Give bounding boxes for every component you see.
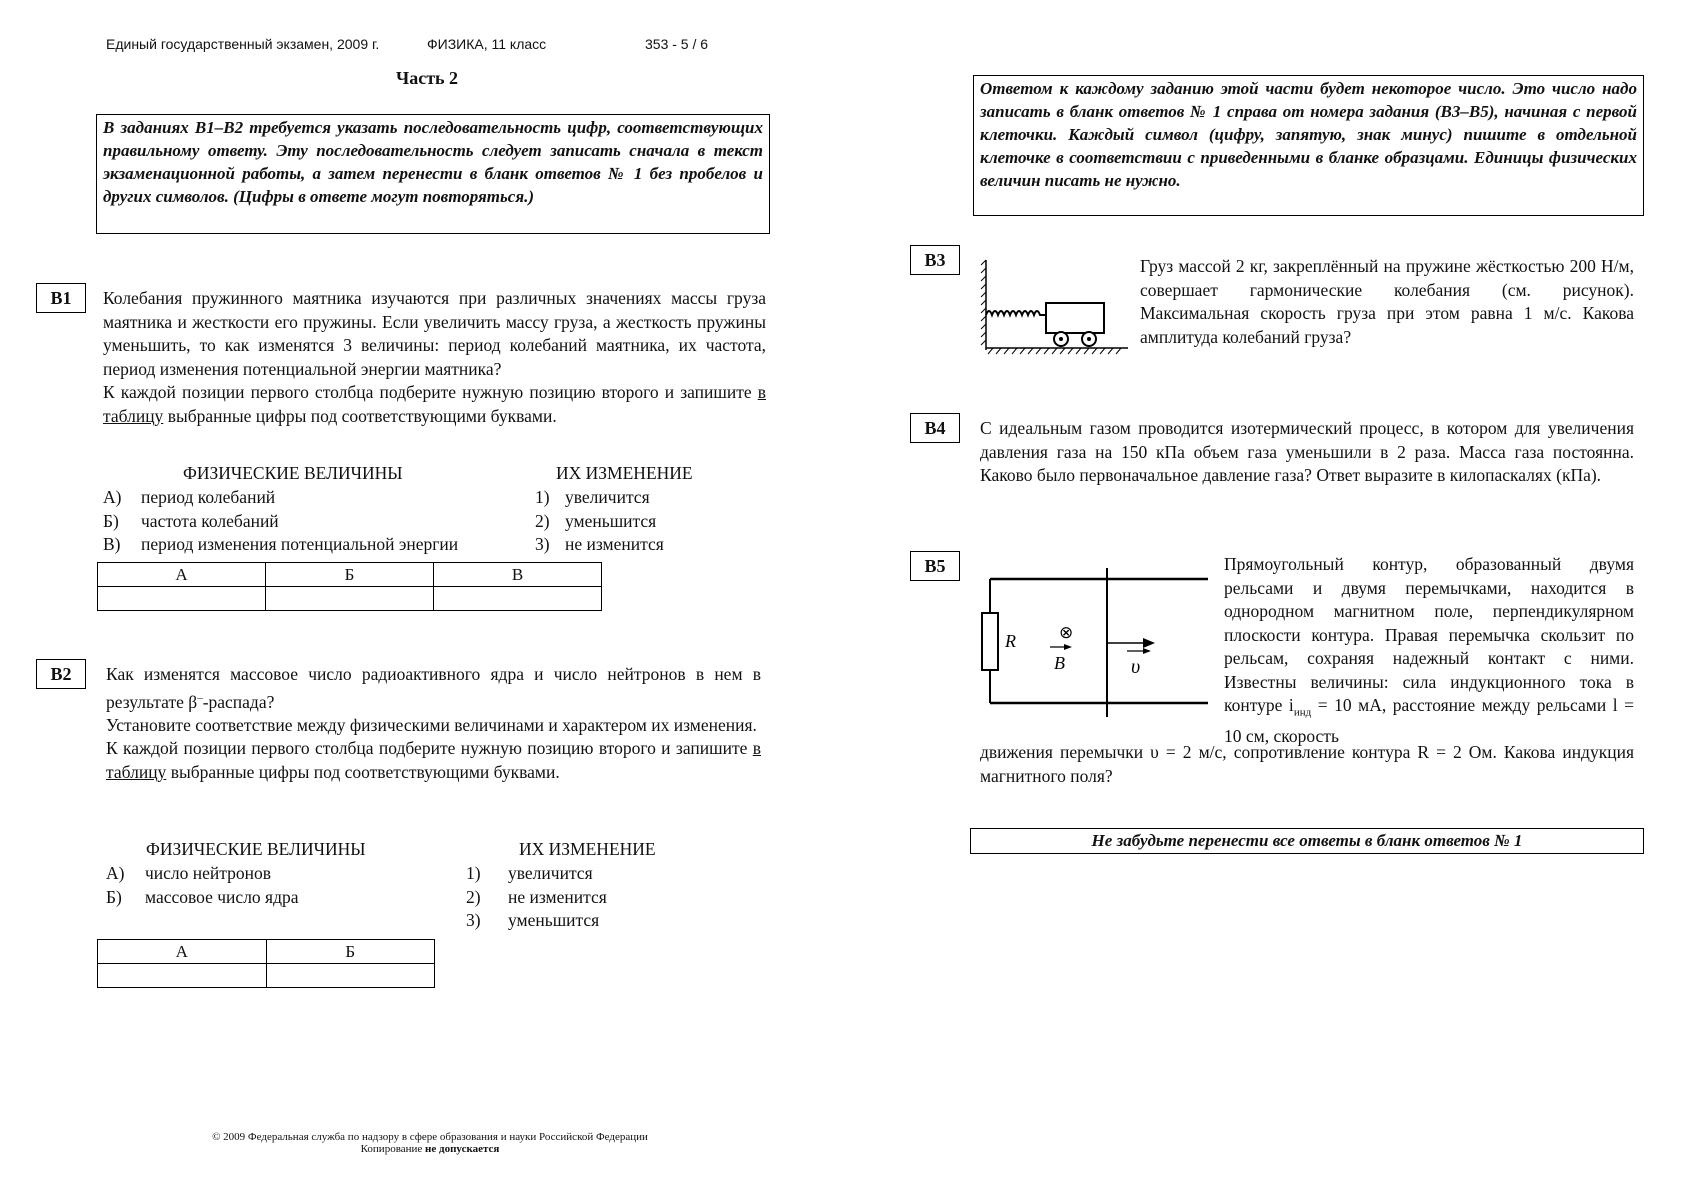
b1-answer-table bbox=[97, 562, 602, 611]
item-text: не изменится bbox=[565, 534, 664, 554]
item-text: уменьшится bbox=[565, 510, 657, 531]
b2-col-right-header: ИХ ИЗМЕНЕНИЕ bbox=[519, 839, 656, 859]
b1-paragraph1: Колебания пружинного маятника изучаются при различных значениях массы груза маятника и жесткости его пружины. Если увеличить массу груза, а жесткость пружины уменьшить, то как изменятся 3 величины: период колебаний маятника, их частота, период изменения потенциальной энергии маятника? bbox=[103, 288, 766, 379]
spring-pendulum-figure bbox=[980, 255, 1130, 355]
b2-q-after: -распада? bbox=[202, 691, 275, 712]
resistor-icon bbox=[982, 613, 998, 670]
list-item bbox=[103, 510, 458, 534]
label-v: υ bbox=[1131, 656, 1141, 678]
item-text: период изменения потенциальной энергии bbox=[141, 534, 459, 554]
answer-cell-a[interactable] bbox=[98, 964, 267, 988]
label-R: R bbox=[1005, 631, 1016, 651]
b1-table-link: в таблицу bbox=[103, 382, 766, 426]
b1-question bbox=[103, 287, 766, 428]
footer-copyright: © 2009 Федеральная служба по надзору в сфере образования и науки Российской Федерации bbox=[212, 1131, 648, 1143]
b2-table-link: в таблицу bbox=[106, 738, 761, 782]
b1-p2-after: выбранные цифры под соответствующими буквами. bbox=[163, 405, 557, 426]
b5-question-bottom: движения перемычки υ = 2 м/с, сопротивление контура R = 2 Ом. Какова индукция магнитного поля? bbox=[980, 742, 1634, 786]
b2-left-list bbox=[106, 862, 299, 909]
instruction-b1-b2: В заданиях В1–В2 требуется указать последовательность цифр, соответствующих правильному ответу. Эту последовательность следует записать сначала в текст экзаменационной работы, а затем перенести в бланк ответов № 1 без пробелов и других символов. (Цифры в ответе могут повторяться.) bbox=[96, 114, 770, 234]
item-text: массовое число ядра bbox=[145, 886, 299, 907]
b5-text-mid: = 10 мА, расстояние между рельсами l = 10 см, скорость bbox=[1224, 695, 1634, 746]
task-tag-b1: В1 bbox=[36, 283, 86, 313]
table-header-v: В bbox=[433, 563, 601, 587]
b5-text-top bbox=[1224, 553, 1634, 749]
field-into-page-icon: ⊗ bbox=[1059, 623, 1074, 643]
footer bbox=[150, 1131, 710, 1155]
b1-paragraph2 bbox=[103, 381, 766, 428]
item-num: 2) bbox=[466, 886, 481, 907]
b2-p3-before: К каждой позиции первого столбца подберите нужную позицию второго и запишите bbox=[106, 738, 753, 759]
header-exam: Единый государственный экзамен, 2009 г. bbox=[106, 36, 380, 52]
footer-copy-before: Копирование bbox=[360, 1143, 426, 1155]
task-tag-b5: В5 bbox=[910, 551, 960, 581]
answer-cell-b[interactable] bbox=[266, 587, 434, 611]
table-header-a: А bbox=[98, 940, 267, 964]
task-tag-b3: В3 bbox=[910, 245, 960, 275]
item-text: уменьшится bbox=[508, 910, 600, 930]
b2-question bbox=[106, 663, 761, 784]
footer-copy-bold: не допускается bbox=[425, 1143, 500, 1155]
item-num: 1) bbox=[535, 487, 550, 507]
footer-copy-note bbox=[150, 1143, 710, 1155]
table-header-b: Б bbox=[266, 563, 434, 587]
item-letter: В) bbox=[103, 534, 121, 554]
header-page: 353 - 5 / 6 bbox=[645, 36, 709, 52]
b2-paragraph1 bbox=[106, 663, 761, 714]
item-text: увеличится bbox=[508, 863, 593, 883]
list-item bbox=[466, 886, 607, 910]
label-B: B bbox=[1054, 653, 1065, 673]
list-item bbox=[106, 886, 299, 910]
list-item bbox=[535, 486, 664, 510]
b5-text-before: Прямоугольный контур, образованный двумя рельсами и двумя перемычками, находится в однородном магнитном поле, перпендикулярном плоскости контура. Правая перемычка скользит по рельсам, сохраняя надежный контакт с ними. Известны величины: сила индукционного тока в контуре i bbox=[1224, 554, 1634, 715]
b1-p2-before: К каждой позиции первого столбца подберите нужную позицию второго и запишите bbox=[103, 382, 758, 402]
b1-col-left-header: ФИЗИЧЕСКИЕ ВЕЛИЧИНЫ bbox=[183, 463, 403, 483]
header-subject: ФИЗИКА, 11 класс bbox=[427, 36, 547, 52]
b2-paragraph2: Установите соответствие между физическими величинами и характером их изменения. bbox=[106, 714, 757, 735]
b1-left-list bbox=[103, 486, 458, 557]
b1-col-right-header: ИХ ИЗМЕНЕНИЕ bbox=[556, 463, 693, 483]
b2-p3-after: выбранные цифры под соответствующими буквами. bbox=[166, 761, 560, 782]
b2-col-left-header: ФИЗИЧЕСКИЕ ВЕЛИЧИНЫ bbox=[146, 839, 366, 859]
b2-right-list bbox=[466, 862, 607, 933]
item-letter: Б) bbox=[106, 886, 122, 907]
table-header-b: Б bbox=[266, 940, 435, 964]
list-item bbox=[466, 862, 607, 886]
item-num: 3) bbox=[535, 534, 550, 554]
item-letter: А) bbox=[106, 863, 125, 883]
list-item bbox=[535, 533, 664, 557]
item-num: 3) bbox=[466, 910, 481, 930]
list-item bbox=[535, 510, 664, 534]
b2-answer-table bbox=[97, 939, 435, 988]
answer-cell-b[interactable] bbox=[266, 964, 435, 988]
part-title: Часть 2 bbox=[396, 68, 459, 88]
item-text: увеличится bbox=[565, 487, 650, 507]
item-text: не изменится bbox=[508, 886, 607, 907]
item-num: 1) bbox=[466, 863, 481, 883]
list-item bbox=[103, 486, 458, 510]
list-item bbox=[466, 909, 607, 933]
reminder-box: Не забудьте перенести все ответы в бланк ответов № 1 bbox=[970, 828, 1644, 854]
task-tag-b2: В2 bbox=[36, 659, 86, 689]
b3-question: Груз массой 2 кг, закреплённый на пружине жёсткостью 200 Н/м, совершает гармонические колебания (см. рисунок). Максимальная скорость груза при этом равна 1 м/с. Какова амплитуда колебаний груза? bbox=[1140, 256, 1634, 347]
b5-i-sub: инд bbox=[1293, 706, 1312, 719]
b5-question-top bbox=[1224, 553, 1634, 749]
item-letter: Б) bbox=[103, 510, 119, 531]
item-num: 2) bbox=[535, 510, 550, 531]
arrow-right-icon bbox=[1143, 638, 1155, 648]
answer-cell-v[interactable] bbox=[433, 587, 601, 611]
task-tag-b4: В4 bbox=[910, 413, 960, 443]
list-item bbox=[103, 533, 458, 557]
item-letter: А) bbox=[103, 487, 122, 507]
b4-question: С идеальным газом проводится изотермический процесс, в котором для увеличения давления газа на 150 кПа объем газа уменьшили в 2 раза. Масса газа постоянна. Каково было первоначальное давление газа? Ответ выразите в килопаскалях (кПа). bbox=[980, 418, 1634, 485]
answer-cell-a[interactable] bbox=[98, 587, 266, 611]
b2-q-before: Как изменятся массовое число радиоактивного ядра и число нейтронов в нем в результате β bbox=[106, 664, 761, 712]
item-text: частота колебаний bbox=[141, 510, 279, 531]
b2-paragraph3 bbox=[106, 737, 761, 784]
table-header-a: А bbox=[98, 563, 266, 587]
circuit-figure bbox=[975, 565, 1220, 720]
instruction-b3-b5: Ответом к каждому заданию этой части будет некоторое число. Это число надо записать в бланк ответов № 1 справа от номера задания (В3–В5), начиная с первой клеточки. Каждый символ (цифру, запятую, знак минус) пишите в отдельной клеточке в соответствии с приведенными в бланке образцами. Единицы физических величин писать не нужно. bbox=[973, 75, 1644, 216]
item-text: период колебаний bbox=[141, 487, 276, 507]
b2-q-sup: – bbox=[197, 691, 203, 704]
item-text: число нейтронов bbox=[145, 863, 272, 883]
list-item bbox=[106, 862, 299, 886]
b1-right-list bbox=[535, 486, 664, 557]
